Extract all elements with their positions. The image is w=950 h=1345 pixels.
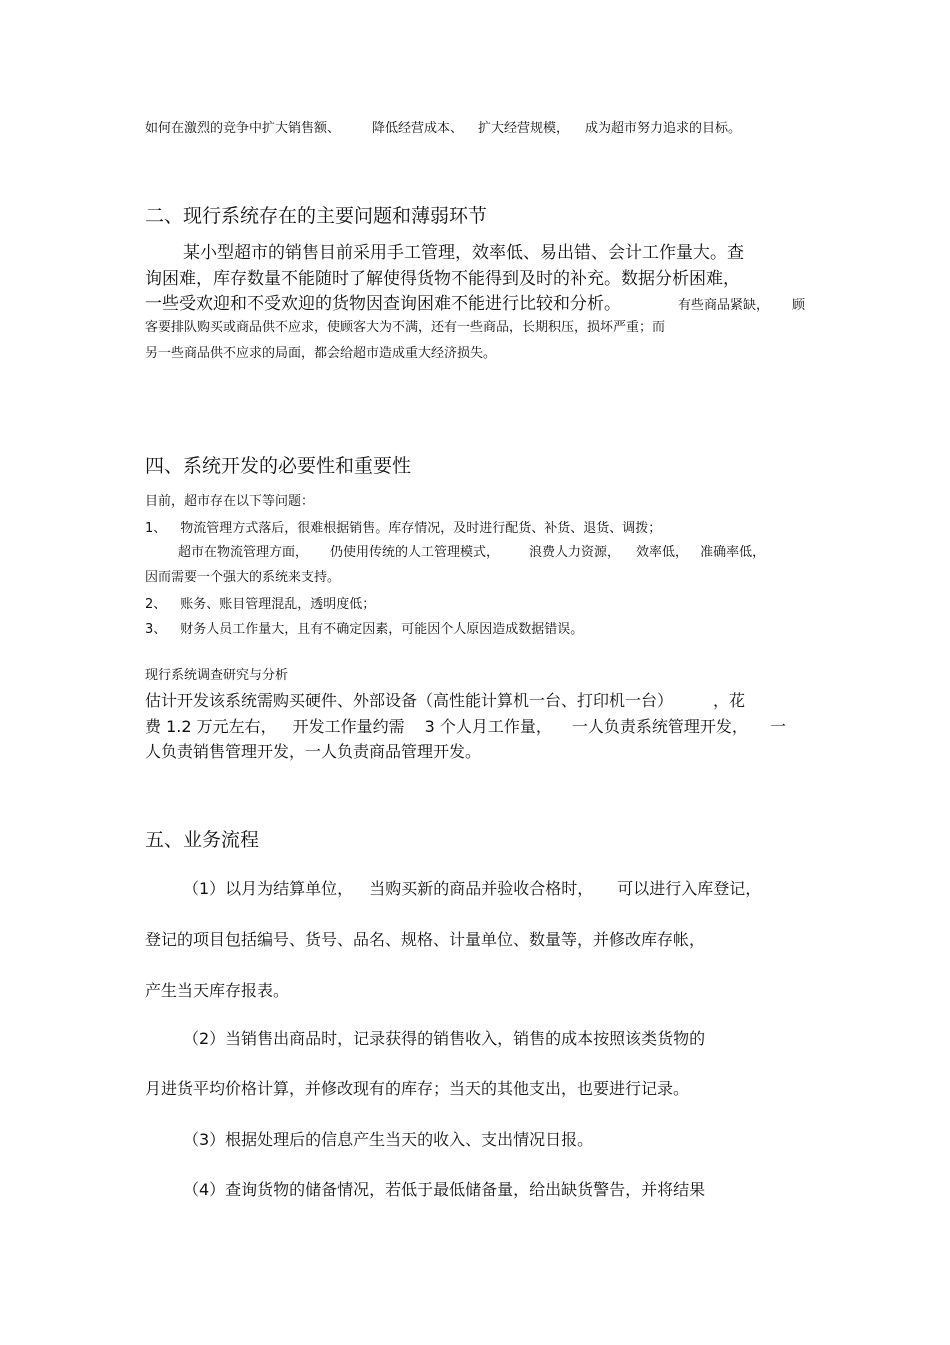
list-item-continuation: 因而需要一个强大的系统来支持。 <box>145 570 341 585</box>
section2-line-part: 一些受欢迎和不受欢迎的货物因查询困难不能进行比较和分析。 <box>145 294 621 314</box>
section2-line <box>145 296 621 313</box>
list-text: 财务人员工作量大，且有不确定因素，可能因个人原因造成数据错误。 <box>180 622 584 637</box>
process-line: 月进货平均价格计算，并修改现有的库存；当天的其他支出，也要进行记录。 <box>145 1079 690 1098</box>
list-item <box>145 522 661 535</box>
section2-line-part: 顾 <box>792 298 806 313</box>
estimate-part: 一 <box>769 717 786 736</box>
process-part: 当购买新的商品并验收合格时， <box>369 879 594 898</box>
list-number: 2、 <box>145 597 167 612</box>
estimate-part: ，花 <box>713 691 746 710</box>
list-number: 1、 <box>145 521 167 536</box>
estimate-part: 一人负责系统管理开发， <box>571 717 748 736</box>
process-line: （4）查询货物的储备情况，若低于最低储备量，给出缺货警告，并将结果 <box>183 1180 706 1199</box>
process-line <box>183 881 761 897</box>
intro-segment: 降低经营成本、 <box>372 121 464 136</box>
process-line: 登记的项目包括编号、货号、品名、规格、计量单位、数量等，并修改库存帐， <box>145 930 706 949</box>
list-text: 物流管理方式落后，很难根据销售。库存情况，及时进行配货、补货、退货、调拨； <box>180 521 662 536</box>
continuation-part: 浪费人力资源， <box>529 545 621 560</box>
section4-heading: 四、系统开发的必要性和重要性 <box>145 455 412 477</box>
process-line: （3）根据处理后的信息产生当天的收入、支出情况日报。 <box>183 1130 594 1149</box>
section4-lead: 目前，超市存在以下等问题： <box>145 494 315 509</box>
list-item-continuation <box>178 546 765 559</box>
estimate-line <box>145 719 786 735</box>
continuation-part: 效率低， <box>636 545 689 560</box>
continuation-part: 准确率低， <box>700 545 766 560</box>
list-number: 3、 <box>145 622 167 637</box>
process-line: 产生当天库存报表。 <box>145 981 290 1000</box>
section5-heading: 五、业务流程 <box>145 829 260 851</box>
section2-line: 某小型超市的销售目前采用手工管理，效率低、易出错、会计工作量大。查 <box>183 243 744 263</box>
list-text: 账务、账目管理混乱，透明度低； <box>180 597 376 612</box>
process-part: 可以进行入库登记， <box>617 879 762 898</box>
continuation-part: 超市在物流管理方面， <box>178 545 309 560</box>
continuation-part: 仍使用传统的人工管理模式， <box>330 545 500 560</box>
section2-heading: 二、现行系统存在的主要问题和薄弱环节 <box>145 205 488 227</box>
list-item <box>145 598 375 611</box>
estimate-part: 3 个人月工作量， <box>424 717 552 736</box>
estimate-part: 估计开发该系统需购买硬件、外部设备（高性能计算机一台、打印机一台） <box>145 691 674 710</box>
estimate-line <box>145 693 745 709</box>
intro-segment: 扩大经营规模， <box>478 121 570 136</box>
section2-line: 另一些商品供不应求的局面，都会给超市造成重大经济损失。 <box>145 346 497 361</box>
estimate-part: 费 1.2 万元左右， <box>145 717 277 736</box>
estimate-part: 开发工作量约需 <box>292 717 405 736</box>
process-line: （2）当销售出商品时，记录获得的销售收入，销售的成本按照该类货物的 <box>183 1029 706 1048</box>
section2-line: 客要排队购买或商品供不应求，使顾客大为不满，还有一些商品，长期积压，损坏严重；而 <box>145 320 666 335</box>
survey-title: 现行系统调查研究与分析 <box>145 668 289 683</box>
list-item <box>145 623 583 636</box>
section2-line-part: 有些商品紧缺， <box>678 298 770 313</box>
process-part: （1）以月为结算单位， <box>183 879 354 898</box>
estimate-line: 人负责销售管理开发，一人负责商品管理开发。 <box>145 742 482 761</box>
intro-segment: 成为超市努力追求的目标。 <box>585 121 742 136</box>
intro-segment: 如何在激烈的竞争中扩大销售额、 <box>145 121 341 136</box>
intro-line <box>145 122 741 135</box>
section2-line: 询困难，库存数量不能随时了解使得货物不能得到及时的补充。数据分析困难， <box>145 269 740 289</box>
